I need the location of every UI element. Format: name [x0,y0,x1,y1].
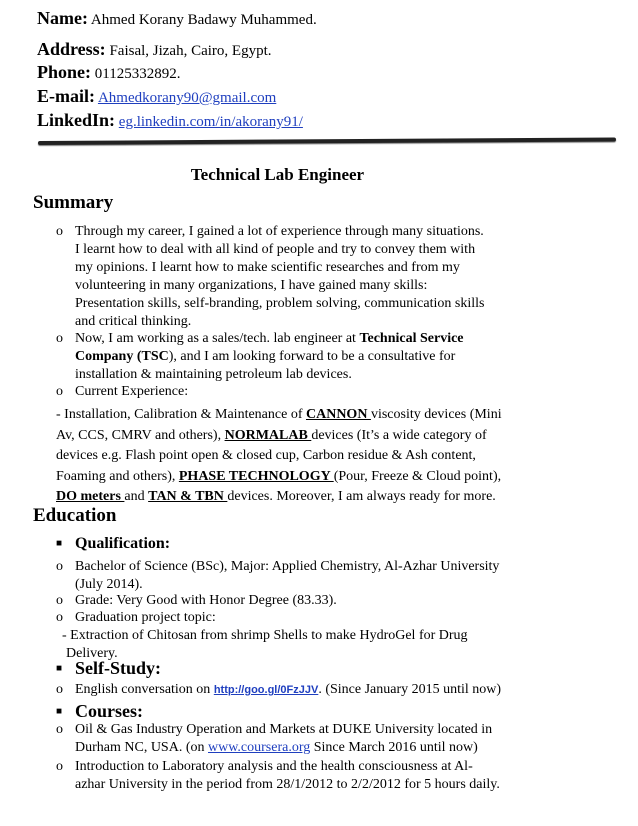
course-line: azhar University in the period from 28/1/2012 to 2/2/2012 for 5 hours daily. [75,777,500,792]
brand-normalab: NORMALAB [224,427,312,443]
summary-line: my opinions. I learnt how to make scientific researches and from my [75,260,460,275]
linkedin-label: LinkedIn: [37,110,116,130]
experience-text: viscosity devices (Mini [370,407,502,422]
experience-text: (Pour, Freeze & Cloud point), [333,468,502,484]
job-text: Now, I am working as a sales/tech. lab engineer at [75,331,360,346]
experience-text: devices. Moreover, I am always ready for more. [227,489,496,504]
bullet-marker: o [56,224,63,239]
experience-text: devices (It’s a wide category of [311,427,487,443]
phone-label: Phone: [37,62,91,82]
summary-line: I learnt how to deal with all kind of people and try to convey them with [75,242,476,257]
phone-row [37,62,180,84]
course-item-azhar [75,758,535,794]
brand-tan-tbn: TAN & TBN [148,489,228,504]
graduation-detail-line: - Extraction of Chitosan from shrimp Shells to make HydroGel for Drug [62,628,468,643]
bullet-marker: o [56,610,63,625]
course-text: Since March 2016 until now) [310,740,478,755]
email-label: E-mail: [37,86,95,106]
name-value: Ahmed Korany Badawy Muhammed. [90,12,317,28]
brand-do-meters: DO meters [56,489,125,504]
job-title: Technical Lab Engineer [190,165,365,184]
qualification-heading: Qualification: [75,535,171,552]
bullet-marker: o [56,384,63,399]
experience-text: - Installation, Calibration & Maintenance of [56,407,306,422]
bullet-marker: o [56,759,63,774]
course-item-duke [75,721,535,757]
bullet-marker: o [56,682,63,697]
summary-line: Presentation skills, self-branding, problem solving, communication skills [75,296,485,311]
address-row [37,39,272,61]
company-name-cont: Company (TSC [75,349,169,364]
bullet-marker: o [56,331,63,346]
name-row [37,8,317,30]
email-row [37,86,276,108]
coursera-link[interactable]: www.coursera.org [208,740,311,755]
experience-text: Foaming and others), [56,468,179,484]
linkedin-link[interactable]: eg.linkedin.com/in/akorany91/ [118,114,303,130]
company-name: Technical Service [359,331,464,346]
job-text: installation & maintaining petroleum lab devices. [75,367,352,382]
job-text: ), and I am looking forward to be a consultative for [168,349,456,364]
bsc-line: Bachelor of Science (BSc), Major: Applied Chemistry, Al-Azhar University [75,559,500,574]
linkedin-row [37,110,303,132]
summary-item-current-job [75,330,515,384]
square-bullet-icon: ■ [56,663,63,674]
graduation-detail-line: Delivery. [66,646,118,661]
english-item [75,681,535,699]
english-course-link[interactable]: http://goo.gl/0FzJJV [213,684,319,696]
square-bullet-icon: ■ [56,538,63,549]
courses-heading: Courses: [75,701,143,721]
header-divider [38,137,616,145]
course-line: Introduction to Laboratory analysis and the health consciousness at Al- [75,759,473,774]
brand-cannon: CANNON [305,407,371,422]
bsc-line: (July 2014). [75,577,143,592]
grade-item: Grade: Very Good with Honor Degree (83.33). [75,593,337,608]
summary-line: Through my career, I gained a lot of experience through many situations. [75,224,484,239]
education-heading: Education [33,505,117,526]
summary-line: volunteering in many organizations, I have gained many skills: [75,278,428,293]
summary-heading: Summary [33,192,114,213]
bullet-marker: o [56,722,63,737]
address-label: Address: [37,39,106,59]
course-text: Durham NC, USA. (on [75,740,208,755]
summary-item-experience: Current Experience: [75,384,189,399]
bsc-item [75,558,535,594]
experience-text: devices e.g. Flash point open & closed cup, Carbon residue & Ash content, [56,448,476,463]
bullet-marker: o [56,559,63,574]
english-text: English conversation on [75,682,214,697]
bullet-marker: o [56,593,63,608]
english-text: . (Since January 2015 until now) [318,682,502,697]
summary-item-career [75,223,515,331]
summary-line: and critical thinking. [75,314,192,329]
self-study-heading: Self-Study: [75,658,162,678]
experience-text: Av, CCS, CMRV and others), [56,427,225,443]
experience-paragraph [56,405,526,508]
experience-text: and [124,489,149,504]
name-label: Name: [37,8,88,28]
brand-phase-technology: PHASE TECHNOLOGY [178,468,334,484]
course-line: Oil & Gas Industry Operation and Markets at DUKE University located in [75,722,493,737]
phone-value: 01125332892. [94,66,181,82]
email-link[interactable]: Ahmedkorany90@gmail.com [97,90,277,106]
graduation-topic-item: Graduation project topic: [75,610,216,625]
square-bullet-icon: ■ [56,706,63,717]
address-value: Faisal, Jizah, Cairo, Egypt. [109,43,272,59]
